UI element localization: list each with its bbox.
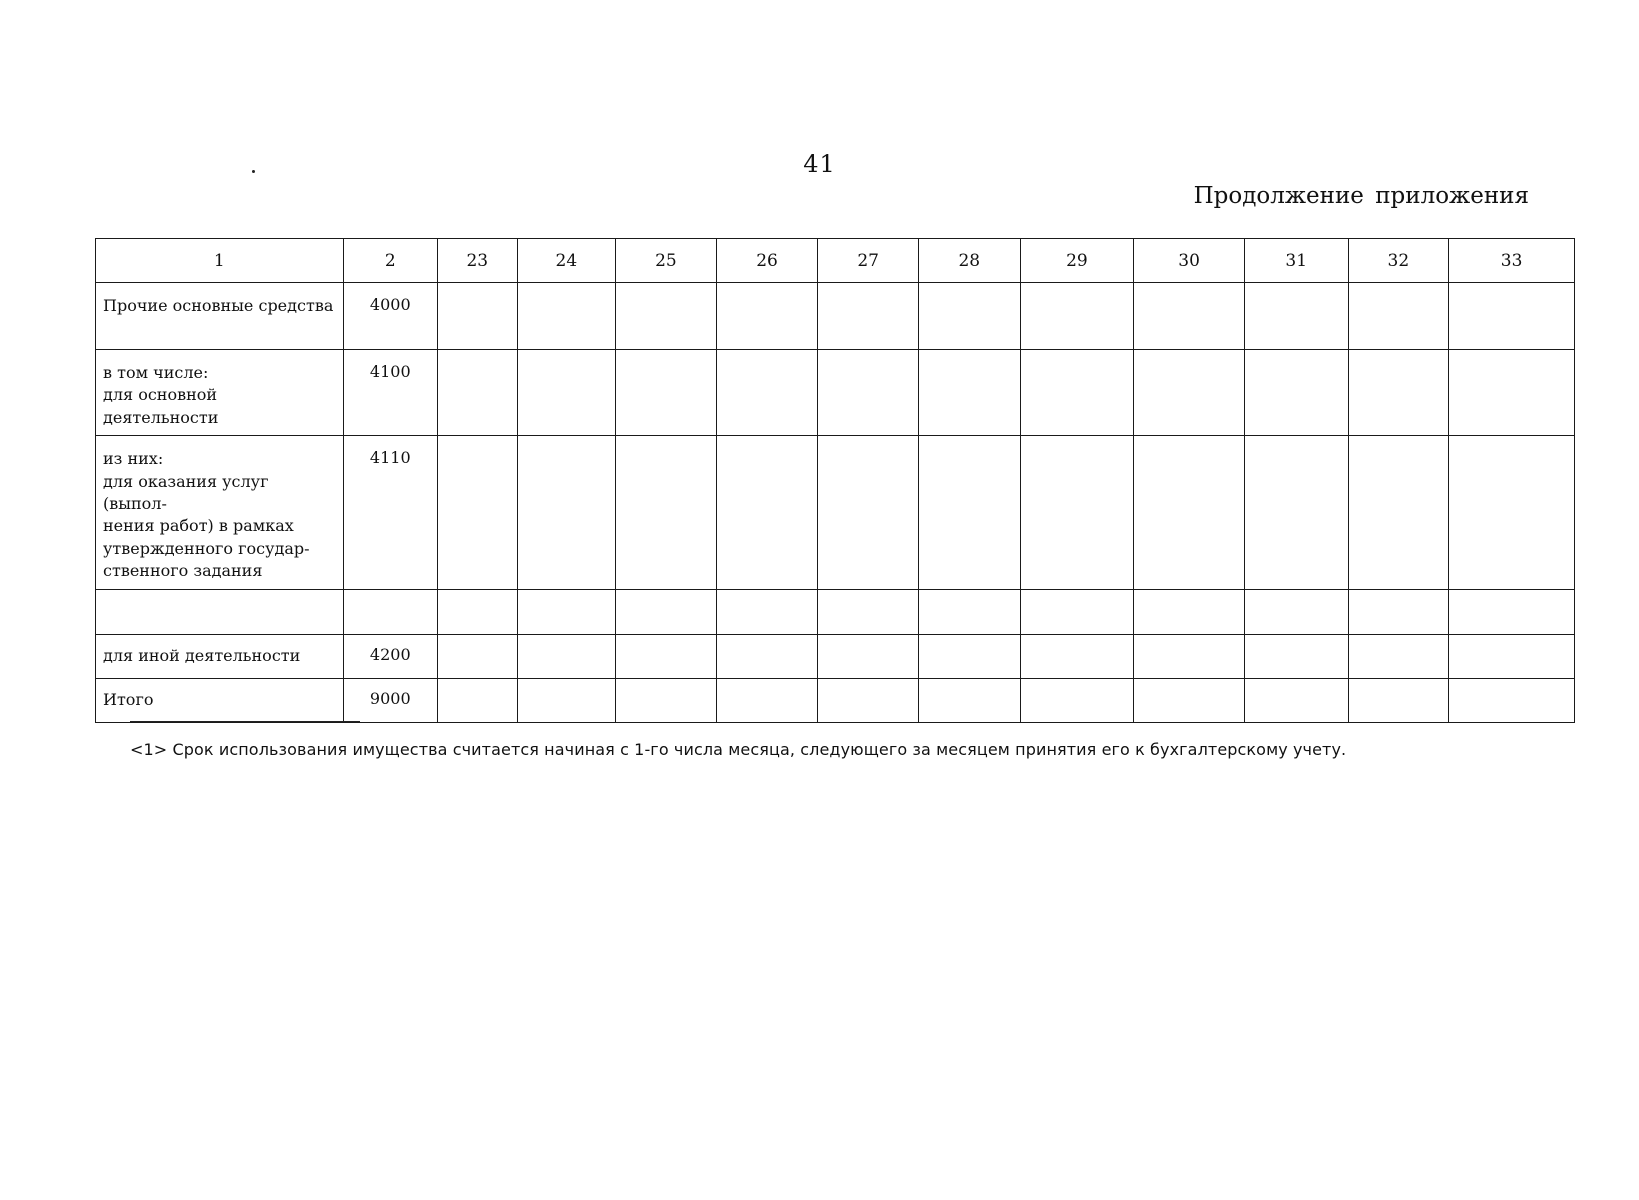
empty-cell (716, 634, 818, 678)
empty-cell (716, 678, 818, 722)
empty-cell (1348, 283, 1449, 350)
empty-cell (1134, 436, 1245, 589)
empty-cell (818, 436, 919, 589)
table-row (96, 283, 1575, 350)
empty-cell (1020, 634, 1134, 678)
empty-cell (918, 634, 1020, 678)
empty-cell (517, 589, 616, 634)
empty-cell (616, 283, 717, 350)
row-code: 9000 (369, 688, 411, 708)
empty-cell (1020, 678, 1134, 722)
empty-cell (517, 678, 616, 722)
row-code-cell (343, 436, 438, 589)
empty-cell (1449, 589, 1575, 634)
empty-cell (818, 283, 919, 350)
empty-cell (1244, 589, 1348, 634)
empty-cell (1244, 283, 1348, 350)
empty-cell (1244, 634, 1348, 678)
empty-cell (438, 283, 517, 350)
row-code: 4000 (369, 295, 411, 314)
header-cell-col-25: 25 (616, 239, 717, 283)
header-cell-col-30: 30 (1134, 239, 1245, 283)
header-cell-col-2: 2 (343, 239, 438, 283)
empty-cell (1449, 678, 1575, 722)
empty-cell (517, 350, 616, 436)
row-label: Итого (103, 689, 154, 709)
header-cell-col-1: 1 (96, 239, 344, 283)
row-label: из них: для оказания услуг (выпол- нения работ) в рамках утвержденного государ- ственного задания (103, 449, 310, 581)
empty-cell (716, 589, 818, 634)
empty-cell (438, 350, 517, 436)
table-row (96, 436, 1575, 589)
empty-cell (517, 283, 616, 350)
empty-cell (716, 436, 818, 589)
empty-cell (1449, 436, 1575, 589)
empty-cell (818, 350, 919, 436)
empty-cell (1449, 283, 1575, 350)
assets-table (95, 238, 1575, 723)
header-cell-col-31: 31 (1244, 239, 1348, 283)
empty-cell (716, 350, 818, 436)
row-code-cell (343, 350, 438, 436)
table-row (96, 589, 1575, 634)
row-code: 4100 (369, 362, 411, 381)
empty-cell (818, 678, 919, 722)
row-code-cell (343, 589, 438, 634)
row-code-cell (343, 634, 438, 678)
header-row (96, 239, 1575, 283)
empty-cell (1348, 589, 1449, 634)
row-label-cell (96, 350, 344, 436)
header-cell-col-23: 23 (438, 239, 517, 283)
empty-cell (1134, 589, 1245, 634)
table-row (96, 634, 1575, 678)
header-cell-col-26: 26 (716, 239, 818, 283)
row-label: для иной деятельности (103, 645, 301, 665)
table-row-total (96, 678, 1575, 722)
empty-cell (438, 589, 517, 634)
header-cell-col-27: 27 (818, 239, 919, 283)
empty-cell (918, 283, 1020, 350)
empty-cell (1348, 678, 1449, 722)
empty-cell (918, 678, 1020, 722)
empty-cell (1449, 350, 1575, 436)
row-code: 4200 (369, 644, 411, 664)
empty-cell (818, 589, 919, 634)
empty-cell (616, 436, 717, 589)
table-row (96, 350, 1575, 436)
row-code-cell (343, 283, 438, 350)
empty-cell (616, 589, 717, 634)
empty-cell (918, 589, 1020, 634)
row-label-cell (96, 589, 344, 634)
empty-cell (1348, 634, 1449, 678)
empty-cell (1134, 283, 1245, 350)
empty-cell (918, 436, 1020, 589)
footnote-divider (130, 721, 360, 722)
empty-cell (716, 283, 818, 350)
empty-cell (616, 678, 717, 722)
empty-cell (818, 634, 919, 678)
row-code: 4110 (369, 448, 411, 468)
empty-cell (438, 678, 517, 722)
header-cell-col-33: 33 (1449, 239, 1575, 283)
empty-cell (1134, 350, 1245, 436)
header-cell-col-24: 24 (517, 239, 616, 283)
empty-cell (1020, 436, 1134, 589)
empty-cell (1348, 436, 1449, 589)
row-label-cell (96, 283, 344, 350)
continuation-label: Продолжение приложения (1193, 183, 1529, 209)
empty-cell (1244, 436, 1348, 589)
header-cell-col-32: 32 (1348, 239, 1449, 283)
empty-cell (918, 350, 1020, 436)
header-cell-col-29: 29 (1020, 239, 1134, 283)
empty-cell (1020, 283, 1134, 350)
empty-cell (1244, 678, 1348, 722)
empty-cell (1020, 589, 1134, 634)
row-label-cell (96, 634, 344, 678)
empty-cell (616, 350, 717, 436)
empty-cell (517, 634, 616, 678)
empty-cell (1134, 678, 1245, 722)
row-label-cell (96, 436, 344, 589)
row-code-cell (343, 678, 438, 722)
row-label: Прочие основные средства (103, 296, 334, 315)
footnote-text: <1> Срок использования имущества считается начиная с 1-го числа месяца, следующего за месяцем принятия его к бухгалтерскому учету. (130, 740, 1347, 759)
row-label-cell (96, 678, 344, 722)
empty-cell (438, 436, 517, 589)
empty-cell (517, 436, 616, 589)
row-label: в том числе: для основной деятельности (103, 363, 219, 427)
empty-cell (1134, 634, 1245, 678)
empty-cell (1244, 350, 1348, 436)
empty-cell (1348, 350, 1449, 436)
empty-cell (1449, 634, 1575, 678)
page-number: 41 (803, 150, 836, 178)
empty-cell (438, 634, 517, 678)
row-label (96, 590, 343, 608)
empty-cell (616, 634, 717, 678)
header-cell-col-28: 28 (918, 239, 1020, 283)
row-code (344, 590, 438, 602)
empty-cell (1020, 350, 1134, 436)
